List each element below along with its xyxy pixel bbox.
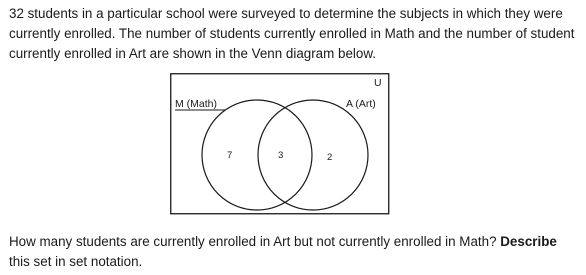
question-text [9,232,579,272]
question-emphasis: Describe [500,234,557,249]
question-trailing: this set in set notation. [9,254,143,269]
question-main: How many students are currently enrolled in Art but not currently enrolled in Math? [9,234,501,249]
intersection-count: 3 [278,150,284,161]
venn-diagram-svg [170,73,390,215]
art-only-count: 2 [327,152,333,163]
problem-statement: 32 students in a particular school were surveyed to determine the subjects in which they were currently enrolled. The number of students currently enrolled in Math and the number of student currently enrolled in Art are shown in the Venn diagram below. [9,6,575,61]
set-math-label: M (Math) [175,98,217,110]
set-art-label: A (Art) [346,98,376,110]
universe-label: U [374,77,382,89]
venn-diagram [170,73,390,215]
math-only-count: 7 [227,150,233,161]
